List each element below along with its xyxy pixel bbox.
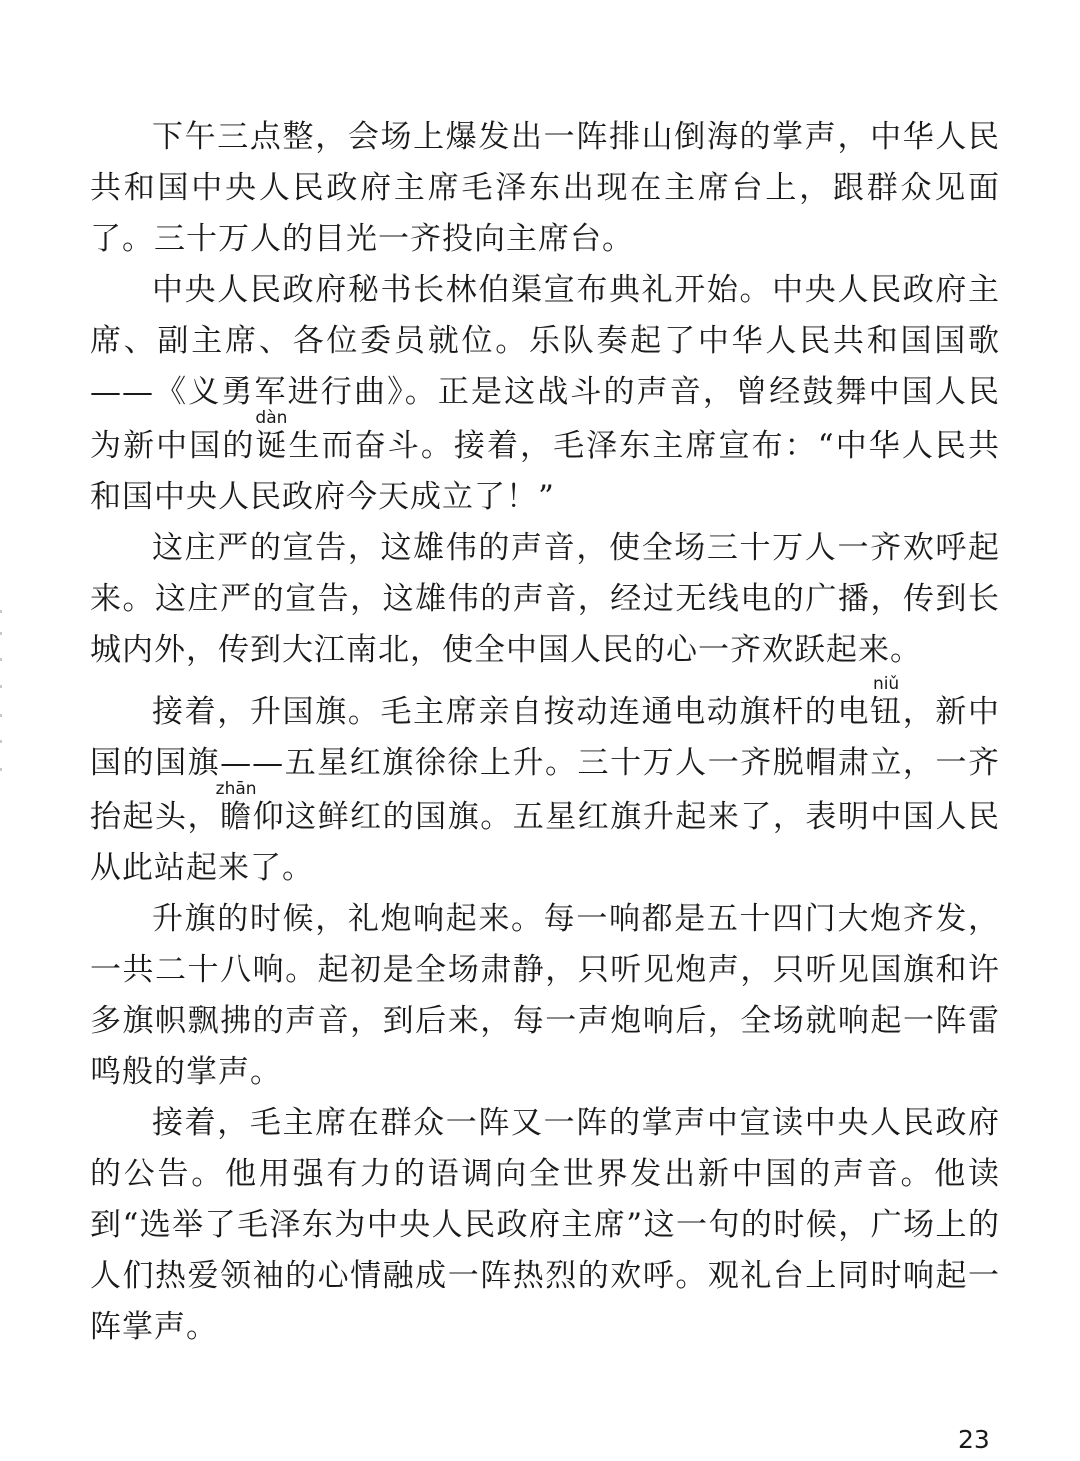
paragraph-5: 升旗的时候，礼炮响起来。每一响都是五十四门大炮齐发，一共二十八响。起初是全场肃静，只听见炮声，只听见国旗和许多旗帜飘拂的声音，到后来，每一声炮响后，全场就响起一阵雷鸣般的掌声。 [90, 901, 1000, 1090]
pinyin-dan: dàn [255, 408, 288, 428]
pinyin-zhan: zhān [215, 779, 257, 799]
paragraph-1: 下午三点整，会场上爆发出一阵排山倒海的掌声，中华人民共和国中央人民政府主席毛泽东出现在主席台上，跟群众见面了。三十万人的目光一齐投向主席台。 [90, 119, 1000, 257]
scan-speck [0, 632, 2, 635]
paragraph-4-text-b: ，新中国的国旗——五星红旗徐徐上升。三十万人一齐脱帽肃立，一齐抬起头， [90, 694, 1000, 835]
scan-speck [0, 740, 2, 743]
scan-speck [0, 685, 2, 688]
annotated-char-dan: 诞 [255, 428, 289, 464]
scan-speck [0, 658, 2, 661]
pinyin-annotation-dan [255, 408, 289, 464]
paragraph-3: 这庄严的宣告，这雄伟的声音，使全场三十万人一齐欢呼起来。这庄严的宣告，这雄伟的声音，经过无线电的广播，传到长城内外，传到大江南北，使全中国人民的心一齐欢跃起来。 [90, 530, 1000, 668]
scan-speck [0, 610, 2, 613]
pinyin-annotation-zhan [215, 779, 257, 835]
scan-speck [0, 768, 2, 771]
page-number: 23 [958, 1425, 990, 1454]
pinyin-niu: niǔ [870, 674, 903, 694]
annotated-char-zhan: 瞻 [215, 799, 257, 835]
annotated-char-niu: 钮 [870, 694, 903, 730]
scan-speck [0, 714, 2, 717]
paragraph-4-text-c: 仰这鲜红的国旗。五星红旗升起来了，表明中国人民从此站起来了。 [90, 799, 1000, 886]
paragraph-6: 接着，毛主席在群众一阵又一阵的掌声中宣读中央人民政府的公告。他用强有力的语调向全世界发出新中国的声音。他读到“选举了毛泽东为中央人民政府主席”这一句的时候，广场上的人们热爱领袖的心情融成一阵热烈的欢呼。观礼台上同时响起一阵掌声。 [90, 1105, 1000, 1345]
pinyin-annotation-niu [870, 674, 903, 730]
paragraph-2-text-a: 中央人民政府秘书长林伯渠宣布典礼开始。中央人民政府主席、副主席、各位委员就位。乐队奏起了中华人民共和国国歌——《义勇军进行曲》。正是这战斗的声音，曾经鼓舞中国人民为新中国的 [90, 272, 1000, 464]
paragraph-2-text-b: 生而奋斗。接着，毛泽东主席宣布：“中华人民共和国中央人民政府今天成立了！” [90, 428, 1001, 515]
scan-edge-marks [0, 610, 4, 790]
paragraph-2 [90, 265, 1000, 523]
paragraph-4 [90, 676, 1000, 894]
article-body [90, 112, 1000, 1353]
paragraph-4-text-a: 接着，升国旗。毛主席亲自按动连通电动旗杆的电 [152, 694, 871, 730]
